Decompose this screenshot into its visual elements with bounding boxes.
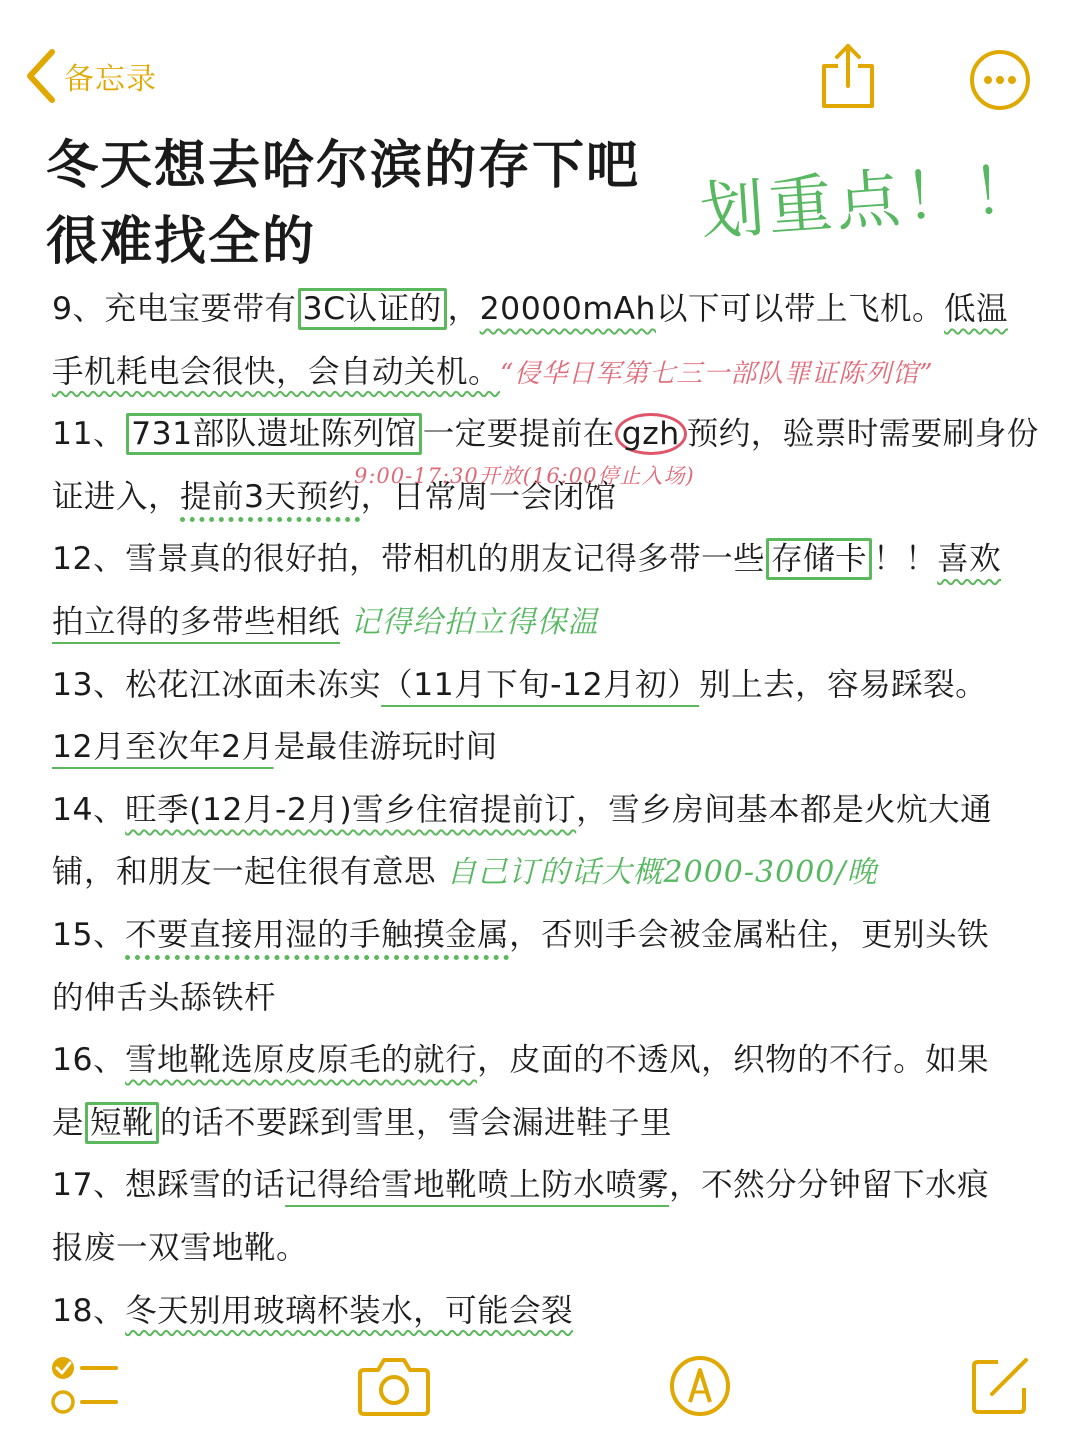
boxed-highlight: 3C认证的 [298,288,447,330]
note-line [52,967,1032,1030]
underlined-highlight: 拍立得的多带些相纸 [52,603,341,640]
note-line [52,1154,1032,1217]
checklist-icon[interactable] [50,1354,120,1418]
text-segment: 17、想踩雪的话 [52,1167,286,1204]
underlined-highlight: 记得给雪地靴喷上防水喷雾 [285,1167,670,1204]
markup-pen-icon[interactable] [668,1354,732,1418]
handwritten-highlight-stamp: 划重点！！ [697,152,1043,251]
note-line [52,841,1032,904]
text-segment: 11、 [52,416,126,453]
note-line [52,591,1032,654]
text-segment: 9、充电宝要带有 [52,291,297,327]
text-segment: ，日常周一会闭馆 [360,478,617,515]
text-segment: 别上去，容易踩裂。 [699,666,988,703]
underlined-highlight: 12月至次年2月 [52,729,274,766]
camera-icon[interactable] [356,1354,432,1418]
text-segment: 证进入， [52,478,181,515]
underlined-highlight: 冬天别用玻璃杯装水，可能会裂 [125,1292,574,1329]
text-segment: ， [447,291,480,327]
underlined-highlight: 手机耗电会很快，会自动关机。 [52,353,501,390]
note-line [52,654,1032,717]
note-line [52,278,1032,341]
handwritten-annotation: “侵华日军第七三一部队罪证陈列馆” [500,358,934,389]
top-navigation-bar [0,0,1080,120]
more-options-icon[interactable] [968,48,1032,112]
text-segment: 报废一双雪地靴。 [52,1229,309,1266]
note-line [52,403,1039,466]
boxed-highlight: 存储卡 [766,538,872,580]
dotted-highlight: 不要直接用湿的手触摸金属 [125,916,510,953]
boxed-highlight: 731部队遗址陈列馆 [126,413,422,455]
note-line [52,1280,1032,1343]
chevron-left-icon [24,48,58,104]
note-body[interactable] [52,278,1039,1342]
note-title[interactable] [46,128,686,280]
note-line [52,1092,1032,1155]
bottom-toolbar [0,1340,1080,1440]
underlined-highlight: 旺季(12月-2月)雪乡住宿提前订 [125,791,577,828]
note-title-line-1: 冬天想去哈尔滨的存下吧 [46,136,641,196]
text-segment: 14、 [52,791,126,828]
underlined-highlight: 雪地靴选原皮原毛的就行 [125,1042,478,1079]
note-line [52,1029,1032,1092]
back-button-label: 备忘录 [64,62,157,97]
text-segment: 18、 [52,1292,126,1329]
underlined-highlight: 喜欢 [937,541,1002,578]
text-segment: ，否则手会被金属粘住，更别头铁 [509,916,990,953]
text-segment: 预约，验票时需要刷身份 [686,416,1039,453]
text-segment: 铺，和朋友一起住很有意思 [52,854,437,891]
text-segment: 16、 [52,1042,126,1079]
underlined-highlight: （11月下旬-12月初） [381,666,700,703]
text-segment: 以下可以带上飞机。 [656,291,945,327]
text-segment: ，皮面的不透风，织物的不行。如果 [477,1042,990,1079]
handwritten-annotation: 自己订的话大概2000-3000/晚 [446,855,878,891]
text-segment: ，不然分分钟留下水痕 [669,1167,990,1204]
handwritten-annotation-hours: 9:00-17:30开放(16:00停止入场) [354,464,695,488]
text-segment: 是 [52,1104,85,1141]
text-segment: 一定要提前在 [422,416,615,453]
text-segment: 12、雪景真的很好拍，带相机的朋友记得多带一些 [52,541,766,578]
share-icon[interactable] [818,42,878,112]
handwritten-annotation: 记得给拍立得保温 [350,604,599,640]
note-line [52,716,1032,779]
note-line [52,341,1032,404]
compose-icon[interactable] [968,1354,1032,1418]
note-line [52,528,1032,591]
text-segment: 15、 [52,916,126,953]
underlined-highlight: 低温 [944,291,1009,327]
text-segment: 是最佳游玩时间 [273,729,498,766]
note-line [52,1217,1032,1280]
text-segment: ，雪乡房间基本都是火炕大通 [576,791,993,828]
note-title-line-2: 很难找全的 [46,212,317,272]
text-segment: 13、松花江冰面未冻实 [52,666,382,703]
text-segment: 的伸舌头舔铁杆 [52,979,277,1016]
text-segment: 的话不要踩到雪里，雪会漏进鞋子里 [160,1104,673,1141]
note-line [52,904,1032,967]
circled-highlight: gzh [615,413,687,455]
back-button[interactable] [24,48,157,104]
text-segment: ！！ [873,541,938,578]
underlined-highlight: 20000mAh [479,291,657,327]
note-line [52,779,1032,842]
dotted-highlight: 提前3天预约 [180,478,361,515]
boxed-highlight: 短靴 [85,1102,159,1144]
